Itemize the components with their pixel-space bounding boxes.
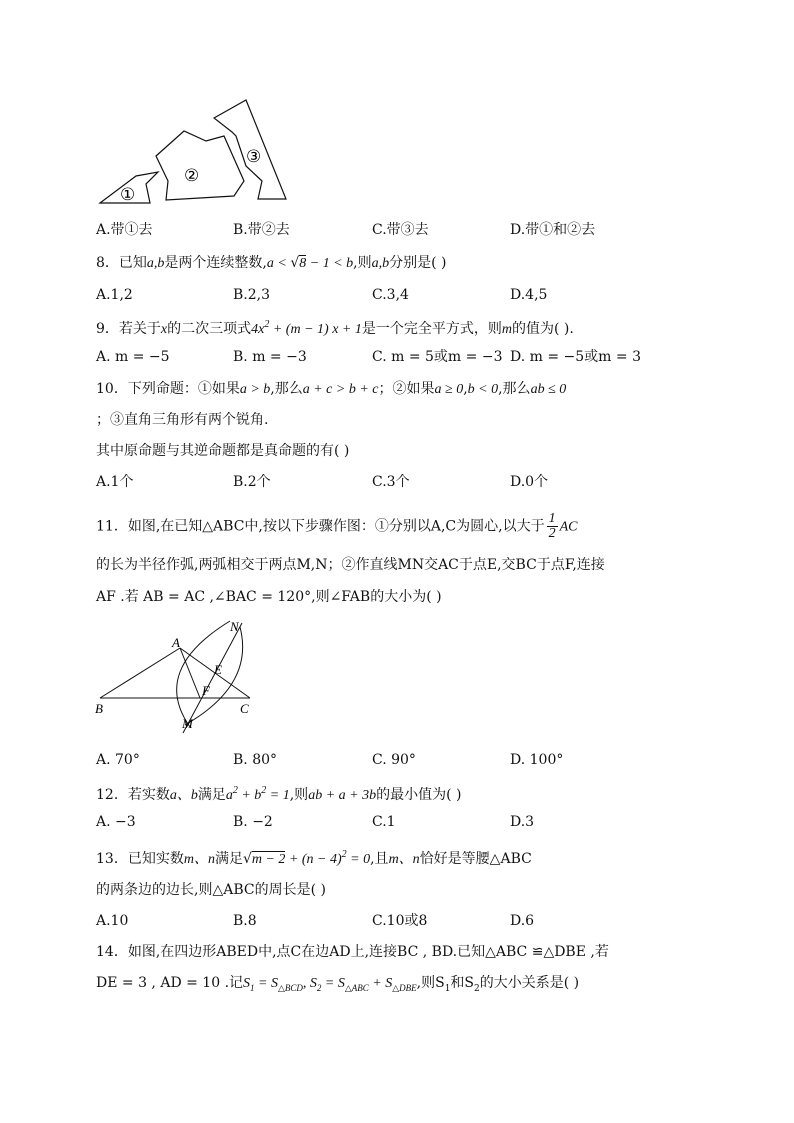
q10-text-a: 10．下列命题：①如果	[96, 381, 240, 397]
q14-sub1: △BCD	[277, 983, 303, 993]
q10-line-3: 其中原命题与其逆命题都是真命题的有( )	[96, 443, 350, 459]
q14-s1: S	[243, 976, 251, 991]
q10-line-2: ；③直角三角形有两个锐角.	[96, 412, 269, 428]
q14-s2: , S	[302, 976, 317, 991]
q12-text-a: 12．若实数	[96, 787, 170, 803]
q11-option-d: D. 100°	[510, 752, 564, 768]
q11-label-m: M	[182, 716, 193, 731]
q11-label-n: N	[230, 619, 239, 634]
q8-root: 8	[299, 256, 307, 271]
q10-expr-5: ab ≤ 0	[530, 382, 567, 397]
q10-comma: ,	[463, 381, 468, 397]
q10-option-d: D.0个	[510, 474, 549, 490]
q13-line-1	[96, 845, 532, 870]
q14-b-sub2: 2	[474, 984, 480, 994]
q9-text-a: 9．若关于	[96, 321, 161, 337]
sqrt-symbol: √	[242, 851, 252, 867]
q11-frac-after: AC	[559, 519, 578, 535]
q8-stem	[96, 253, 446, 274]
q13-eq: = 0	[346, 852, 371, 867]
q14-text-b: ,则S	[416, 975, 445, 991]
q11-label-e: E	[214, 662, 222, 677]
q11-text: 11．如图,在已知△ABC中,按以下步骤作图：①分别以A,C为圆心,以大于	[96, 518, 545, 535]
q8-ineq-right: − 1 < b	[306, 256, 354, 271]
broken-triangle-figure	[96, 96, 296, 208]
q13-vars2: m、n	[388, 852, 420, 867]
q11-line-3: AF .若 AB = AC ,∠BAC = 120°,则∠FAB的大小为( )	[96, 589, 442, 605]
q11-line-1	[96, 512, 577, 541]
q13-text-d: 恰好是等腰△ABC	[419, 851, 532, 867]
q12-eq-mid: + b	[237, 788, 262, 803]
q12-text-c: ,则	[289, 787, 309, 803]
q9-var-m: m	[501, 322, 512, 337]
q8-text-a: 8．已知	[96, 255, 147, 271]
q12-eq-exp1: 2	[232, 785, 238, 796]
q13-option-b: B.8	[233, 913, 257, 929]
q11-label-f: F	[202, 683, 210, 698]
q13-text-a: 13．已知实数	[96, 851, 184, 867]
q13-option-d: D.6	[510, 913, 535, 929]
q13-text-b: 满足	[214, 851, 243, 867]
q7-option-b: B.带②去	[233, 222, 290, 238]
q13-exp: 2	[341, 849, 347, 860]
q11-label-c: C	[240, 701, 249, 716]
q11-option-b: B. 80°	[233, 752, 278, 768]
q11-frac-den: 2	[548, 526, 556, 541]
q7-option-c: C.带③去	[372, 222, 429, 238]
q11-option-c: C. 90°	[372, 752, 416, 768]
q9-poly: 4x	[251, 322, 265, 337]
q9-var-x: x	[160, 322, 168, 337]
q8-var-ab: a,b	[146, 256, 165, 271]
q13-option-a: A.10	[96, 913, 129, 929]
q11-label-a: A	[172, 635, 180, 650]
q9-stem	[96, 315, 574, 340]
q10-text-c: ；②如果	[378, 381, 435, 397]
q11-line-2: 的长为半径作弧,两弧相交于两点M,N；②作直线MN交AC于点E,交BC于点F,连接	[96, 557, 605, 573]
q10-text-b: ,那么	[270, 381, 303, 397]
q8-text-b: 是两个连续整数,	[164, 255, 267, 271]
q12-eq-end: = 1	[266, 788, 290, 803]
q12-stem	[96, 781, 461, 806]
q14-plus: + S	[368, 976, 393, 991]
q7-option-a: A.带①去	[96, 222, 153, 238]
q10-line-1	[96, 379, 566, 400]
q14-eq1: = S	[254, 976, 278, 991]
q9-option-c: C. m = 5或m = −3	[372, 349, 503, 365]
q13-line-2: 的两条边的边长,则△ABC的周长是( )	[96, 882, 326, 898]
piece-2	[156, 131, 244, 200]
q10-expr-1: a > b	[239, 382, 271, 397]
q10-option-b: B.2个	[233, 474, 271, 490]
q12-option-a: A. −3	[96, 814, 136, 830]
q8-var-ab-2: a,b	[371, 256, 390, 271]
q11-option-a: A. 70°	[96, 752, 140, 768]
q9-poly-mid: + (m − 1) x + 1	[269, 322, 362, 337]
q14-s2-sub: 2	[316, 983, 322, 993]
q10-text-d: ,那么	[498, 381, 531, 397]
q10-option-c: C.3个	[372, 474, 410, 490]
q8-option-a: A.1,2	[96, 287, 133, 303]
piece-3-label: ③	[246, 147, 262, 166]
q8-option-c: C.3,4	[372, 287, 409, 303]
q13-vars: m、n	[183, 852, 215, 867]
q14-s1-sub: 1	[250, 983, 255, 993]
q14-sub2: △ABC	[344, 983, 369, 993]
q8-text-c: ,则	[353, 255, 372, 271]
q11-construction-figure	[90, 615, 270, 740]
q11-label-b: B	[95, 701, 103, 716]
q13-option-c: C.10或8	[372, 913, 428, 929]
q9-option-a: A. m = −5	[96, 349, 170, 365]
q7-option-d: D.带①和②去	[510, 222, 596, 238]
q14-sub3: △DBE	[392, 983, 417, 993]
q9-poly-exp: 2	[264, 319, 270, 330]
piece-1-label: ①	[120, 185, 136, 204]
q14-text-a: DE = 3 , AD = 10 .记	[96, 975, 244, 991]
q14-line-2	[96, 973, 579, 999]
q14-b-sub1: 1	[444, 984, 451, 994]
q9-text-d: 的值为( ).	[511, 321, 574, 337]
q12-vars: a、b	[169, 788, 198, 803]
q10-option-a: A.1个	[96, 474, 134, 490]
q14-eq2: = S	[321, 976, 345, 991]
q11-frac-num: 1	[548, 511, 556, 526]
q11-fraction	[547, 512, 558, 541]
q8-option-b: B.2,3	[233, 287, 271, 303]
piece-2-label: ②	[184, 166, 200, 185]
q9-text-c: 是一个完全平方式，则	[361, 321, 502, 337]
q14-line-1: 14．如图,在四边形ABED中,点C在边AD上,连接BC , BD.已知△ABC ≌△DBE ,若	[96, 944, 609, 960]
q10-expr-3: a ≥ 0	[434, 382, 464, 397]
q14-text-c: 和S	[450, 975, 475, 991]
q12-expr: ab + a + 3b	[308, 788, 377, 803]
q12-eq-exp2: 2	[261, 785, 267, 796]
sqrt-symbol: √	[290, 255, 300, 271]
q12-option-b: B. −2	[233, 814, 273, 830]
q14-text-d: 的大小关系是( )	[479, 975, 580, 991]
q8-text-d: 分别是( )	[389, 255, 447, 271]
q12-text-d: 的最小值为( )	[376, 787, 462, 803]
q13-mid: + (n − 4)	[285, 852, 342, 867]
q12-option-c: C.1	[372, 814, 396, 830]
q12-text-b: 满足	[197, 787, 226, 803]
q9-option-b: B. m = −3	[233, 349, 307, 365]
q12-option-d: D.3	[510, 814, 535, 830]
q9-option-d: D. m = −5或m = 3	[510, 349, 641, 365]
q9-text-b: 的二次三项式	[167, 321, 252, 337]
q12-eq-a: a	[225, 788, 233, 803]
q13-text-c: ,且	[370, 851, 389, 867]
q13-root: m − 2	[251, 852, 286, 867]
q10-expr-2: a + c > b + c	[302, 382, 379, 397]
q8-option-d: D.4,5	[510, 287, 548, 303]
q10-expr-4: b < 0	[467, 382, 499, 397]
q8-ineq-left: a <	[266, 256, 291, 271]
